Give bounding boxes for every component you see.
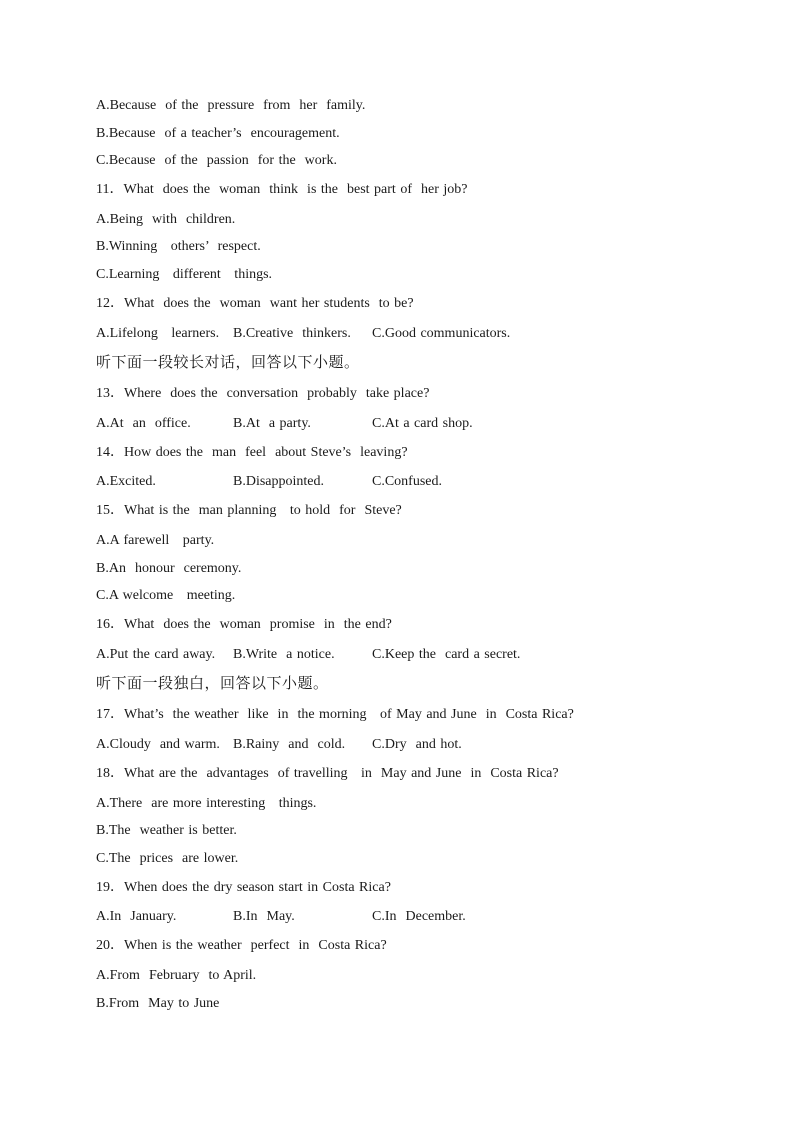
q14-question: 14．How does the man feel about Steve’s leaving? — [96, 445, 408, 460]
q15-option-c: C.A welcome meeting. — [96, 588, 236, 603]
q17-question: 17．What’s the weather like in the morning of May and June in Costa Rica? — [96, 707, 574, 722]
q15-option-a: A.A farewell party. — [96, 533, 215, 548]
q17-option-a: A.Cloudy and warm. — [96, 737, 220, 752]
q16-question: 16．What does the woman promise in the end? — [96, 617, 392, 632]
q17-option-b: B.Rainy and cold. — [233, 737, 346, 752]
q13-question: 13．Where does the conversation probably take place? — [96, 386, 430, 401]
q13-option-a: A.At an office. — [96, 416, 191, 431]
q18-option-c: C.The prices are lower. — [96, 851, 239, 866]
q13-option-b: B.At a party. — [233, 416, 311, 431]
q12-question: 12．What does the woman want her students to be? — [96, 296, 414, 311]
section-heading-dialog: 听下面一段较长对话，回答以下小题。 — [96, 353, 360, 371]
q12-option-a: A.Lifelong learners. — [96, 326, 220, 341]
q10-option-b: B.Because of a teacher’s encouragement. — [96, 126, 340, 141]
q14-option-a: A.Excited. — [96, 474, 156, 489]
q18-option-b: B.The weather is better. — [96, 823, 237, 838]
q12-option-c: C.Good communicators. — [372, 326, 511, 341]
q17-option-c: C.Dry and hot. — [372, 737, 462, 752]
q19-option-b: B.In May. — [233, 909, 295, 924]
q20-question: 20．When is the weather perfect in Costa Rica? — [96, 938, 387, 953]
q19-option-c: C.In December. — [372, 909, 466, 924]
q14-option-c: C.Confused. — [372, 474, 442, 489]
q10-option-a: A.Because of the pressure from her family. — [96, 98, 366, 113]
q11-option-a: A.Being with children. — [96, 212, 236, 227]
q16-option-c: C.Keep the card a secret. — [372, 647, 521, 662]
q16-option-a: A.Put the card away. — [96, 647, 216, 662]
q14-option-b: B.Disappointed. — [233, 474, 324, 489]
q11-option-c: C.Learning different things. — [96, 267, 273, 282]
q19-question: 19．When does the dry season start in Costa Rica? — [96, 880, 391, 895]
q11-question: 11．What does the woman think is the best part of her job? — [96, 182, 468, 197]
q15-question: 15．What is the man planning to hold for Steve? — [96, 503, 402, 518]
q18-option-a: A.There are more interesting things. — [96, 796, 317, 811]
q10-option-c: C.Because of the passion for the work. — [96, 153, 337, 168]
section-heading-monologue: 听下面一段独白，回答以下小题。 — [96, 674, 329, 692]
q12-option-b: B.Creative thinkers. — [233, 326, 351, 341]
q16-option-b: B.Write a notice. — [233, 647, 335, 662]
q18-question: 18．What are the advantages of travelling in May and June in Costa Rica? — [96, 766, 559, 781]
q20-option-b: B.From May to June — [96, 996, 220, 1011]
q13-option-c: C.At a card shop. — [372, 416, 473, 431]
q19-option-a: A.In January. — [96, 909, 177, 924]
q15-option-b: B.An honour ceremony. — [96, 561, 242, 576]
q20-option-a: A.From February to April. — [96, 968, 257, 983]
q11-option-b: B.Winning others’ respect. — [96, 239, 261, 254]
